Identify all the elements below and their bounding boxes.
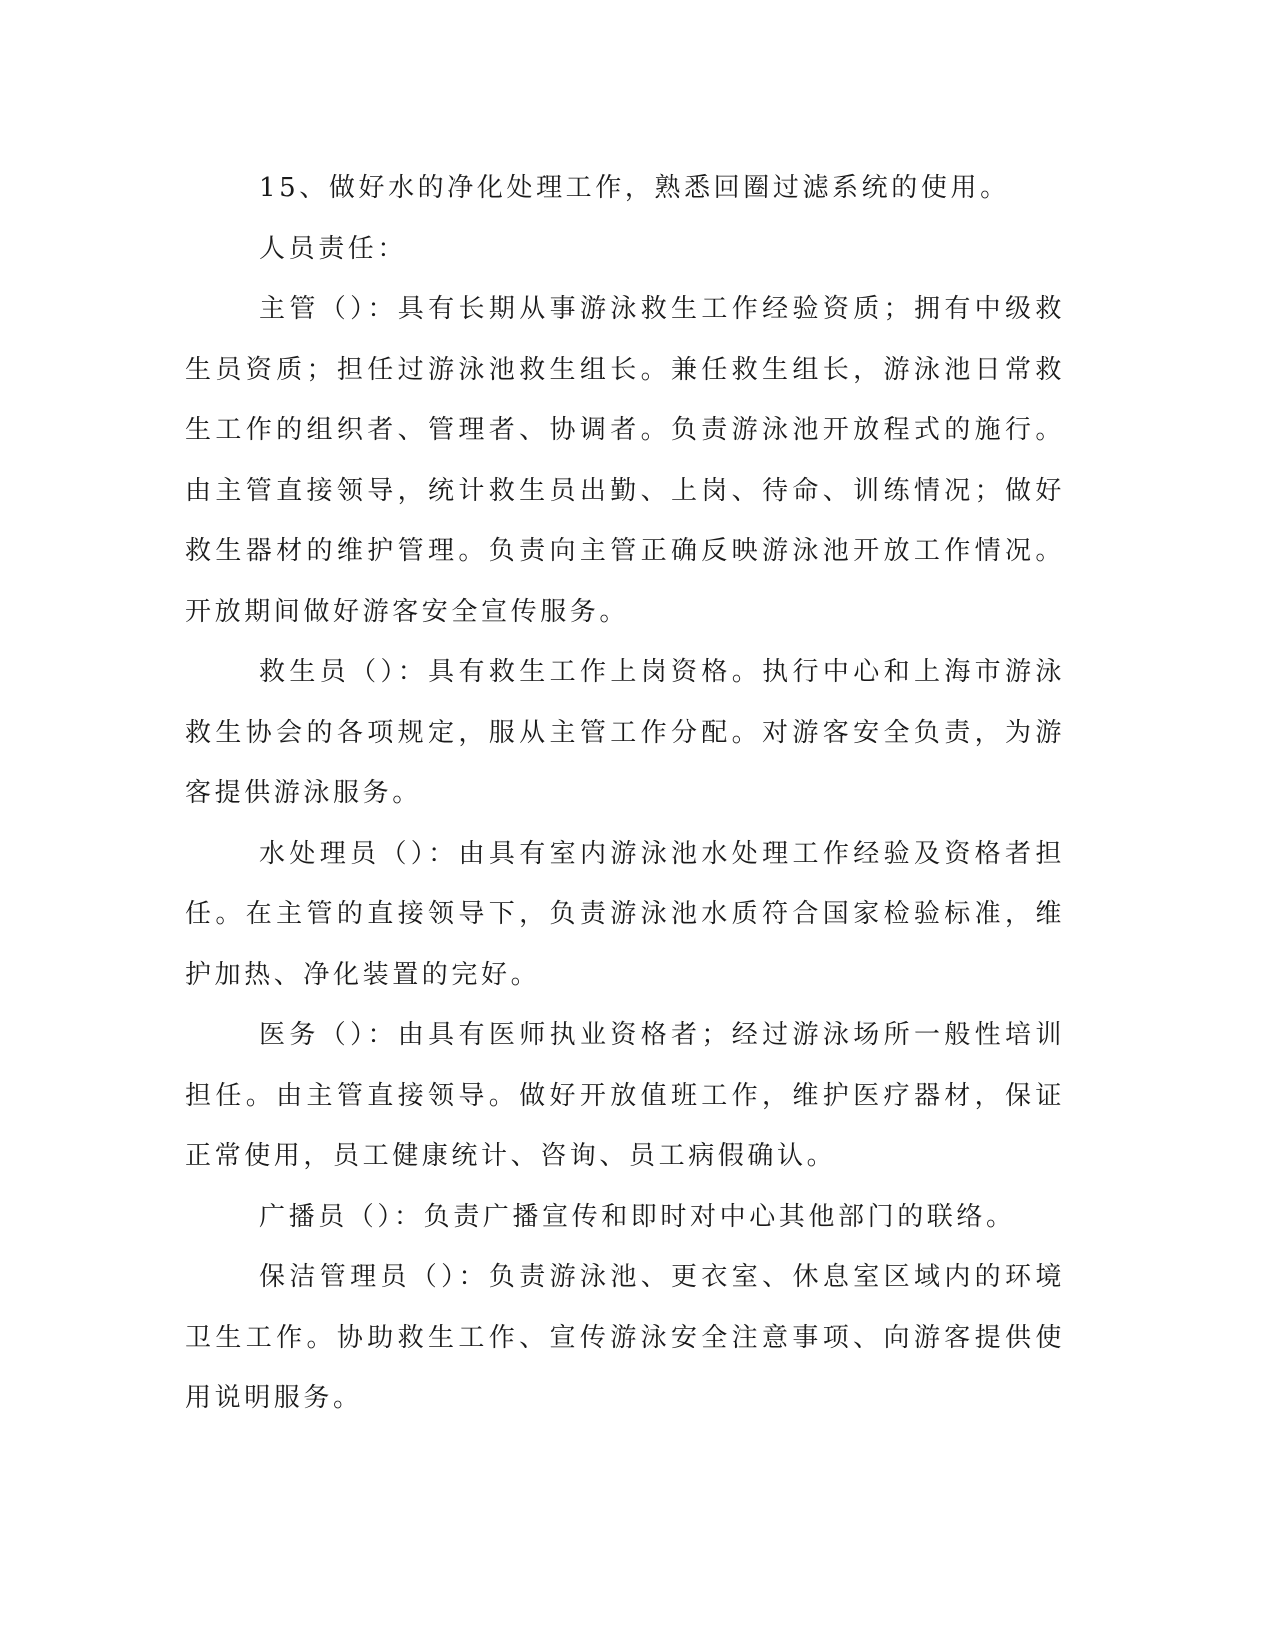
paragraph-cleaning: 保洁管理员（）：负责游泳池、更衣室、休息室区域内的环境卫生工作。协助救生工作、宣传游泳安全注意事项、向游客提供使用说明服务。 — [185, 1262, 1065, 1413]
paragraph-lifeguard: 救生员（）：具有救生工作上岗资格。执行中心和上海市游泳救生协会的各项规定，服从主管工作分配。对游客安全负责，为游客提供游泳服务。 — [185, 657, 1065, 808]
paragraph-supervisor: 主管（）：具有长期从事游泳救生工作经验资质；拥有中级救生员资质；担任过游泳池救生组长。兼任救生组长，游泳池日常救生工作的组织者、管理者、协调者。负责游泳池开放程式的施行。由主管直接领导，统计救生员出勤、上岗、待命、训练情况；做好救生器材的维护管理。负责向主管正确反映游泳池开放工作情况。开放期间做好游客安全宣传服务。 — [185, 294, 1065, 627]
paragraph-medical: 医务（）：由具有医师执业资格者；经过游泳场所一般性培训担任。由主管直接领导。做好开放值班工作，维护医疗器材，保证正常使用，员工健康统计、咨询、员工病假确认。 — [185, 1020, 1065, 1171]
paragraph-item-15: 15、做好水的净化处理工作，熟悉回圈过滤系统的使用。 — [259, 173, 1010, 203]
document-body — [185, 158, 1065, 1429]
paragraph-water-treatment: 水处理员（）：由具有室内游泳池水处理工作经验及资格者担任。在主管的直接领导下，负责游泳池水质符合国家检验标准，维护加热、净化装置的完好。 — [185, 838, 1065, 990]
section-heading-responsibilities: 人员责任： — [259, 233, 408, 264]
paragraph-broadcaster: 广播员（）：负责广播宣传和即时对中心其他部门的联络。 — [259, 1201, 1016, 1232]
